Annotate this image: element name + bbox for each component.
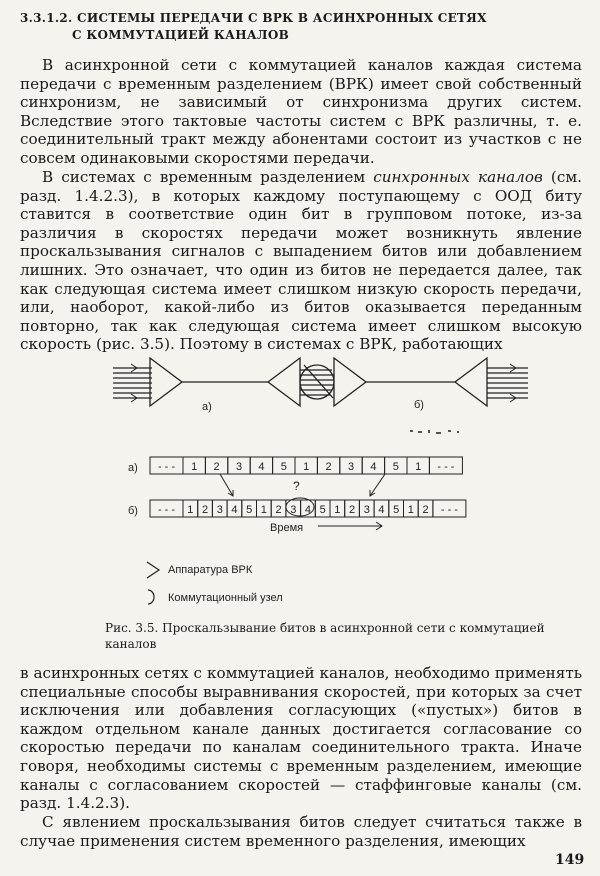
bit-b-cell-value: 3 [216,504,223,516]
bit-b-cell-value: 2 [275,504,282,516]
scan-speckles [410,430,459,434]
section-title-line1: СИСТЕМЫ ПЕРЕДАЧИ С ВРК В АСИНХРОННЫХ СЕТЯХ [77,11,487,25]
bit-b-cell-value: 5 [246,504,253,516]
bit-a-cell-value: 1 [303,461,310,473]
vrk-demux-node [268,358,300,406]
bit-a-cell-value: - - - [157,461,176,473]
vrk-demux-right [455,358,487,406]
switching-node-legend-icon [148,590,154,604]
vrk-legend-icon [147,562,159,578]
bit-b-cell-value: 3 [363,504,370,516]
bit-a-cell-value: 1 [415,461,422,473]
bit-a-cell-value: 3 [347,461,355,473]
bit-stream-a [150,457,462,474]
bit-b-cell-value: 4 [378,504,385,516]
time-arrow [318,522,382,530]
figure-caption: Рис. 3.5. Проскальзывание битов в асинхронной сети с коммутацией каналов [105,621,545,651]
bit-a-cell-value: 3 [235,461,243,473]
bit-a-cell-value: 1 [191,461,198,473]
diagram-label-b: б) [414,399,424,411]
bit-b-cell-value: 4 [231,504,238,516]
section-number: 3.3.1.2. [20,11,73,25]
bit-a-cell-value: 4 [258,461,265,473]
paragraph-2-end: (см. разд. 1.4.2.3), в которых каждому поступающему с ООД биту ставится в соответствие один бит в групповом потоке, из-за различия в скоростях передачи может возникнуть явление проскальзывания сигналов с выпадением битов или добавлением лишних. Это означает, что один из битов не передается далее, так как следующая система имеет слишком низкую скорость передачи, или, наоборот, какой-либо из битов оказывается переданным повторно, так как следующая система имеет слишком высокую скорость (рис. 3.5). Поэтому в системах с ВРК, работающих [20,168,582,354]
bit-b-cell-value: 1 [334,504,341,516]
bit-b-cell-value: 1 [407,504,414,516]
slip-arrows [220,474,385,496]
bit-b-cell-value: 5 [393,504,400,516]
bit-b-cell-value: 2 [201,504,209,516]
diagram-label-a: а) [202,401,212,413]
vrk-mux-left [150,358,182,406]
bit-b-cell-value: 2 [348,504,356,516]
output-lines-right [487,368,528,398]
bit-a-cell-value: 4 [370,461,377,473]
paragraph-1: В асинхронной сети с коммутацией каналов каждая система передачи с временным разделением (ВРК) имеет свой собственный синхронизм, не зависимый от синхронизма других систем. Вследствие этого тактовые частоты систем с ВРК различны, т. е. соединительный тракт между абонентами состоит из участков с не совсем одинаковыми скоростями передачи. [20,56,582,167]
figure-3-5 [0,346,600,616]
paragraph-2 [20,168,582,354]
paragraph-2-start: В системах с временным разделением [42,168,374,186]
input-lines-left [113,368,152,398]
section-heading [20,10,590,44]
legend-vrk-label: Аппаратура ВРК [168,564,253,576]
row-b-label: б) [128,505,138,517]
bit-b-cell-value: 4 [304,504,312,516]
bit-a-cell-value: - - - [437,461,455,473]
paragraph-4: С явлением проскальзывания битов следует считаться также в случае применения систем временного разделения, имеющих [20,813,582,850]
vrk-mux-node [334,358,366,406]
bit-a-cell-value: 2 [213,461,220,473]
bit-b-cell-value: 1 [187,504,194,516]
bit-a-cell-value: 5 [280,461,287,473]
bit-b-cell-value: 1 [260,504,267,516]
bit-b-cell-value: 5 [319,504,326,516]
bit-b-cell-value: 2 [422,504,429,516]
slip-question-mark: ? [293,479,300,493]
bit-b-cell-value: 3 [290,504,297,516]
network-diagram [113,358,528,406]
section-title-line2: С КОММУТАЦИЕЙ КАНАЛОВ [72,28,290,42]
bit-b-cell-value: - - - [440,504,458,516]
bit-a-cell-value: 2 [325,461,332,473]
page-number: 149 [555,852,585,868]
paragraph-2-emphasis: синхронных каналов [373,168,543,186]
legend [147,562,283,604]
time-axis-label: Время [270,522,304,534]
bit-a-cell-value: 5 [392,461,399,473]
paragraph-3: в асинхронных сетях с коммутацией каналов, необходимо применять специальные способы выравнивания скоростей, при которых за счет исключения или добавления согласующих («пустых») битов в каждом отдельном канале данных достигается согласование со скоростью передачи по каналам соединительного тракта. Иначе говоря, необходимы системы с временным разделением, имеющие каналы с согласованием скоростей — стаффинговые каналы (см. разд. 1.4.2.3). [20,664,582,813]
bit-b-cell-value: - - - [157,504,176,516]
row-a-label: а) [128,462,138,474]
legend-node-label: Коммутационный узел [168,592,283,604]
